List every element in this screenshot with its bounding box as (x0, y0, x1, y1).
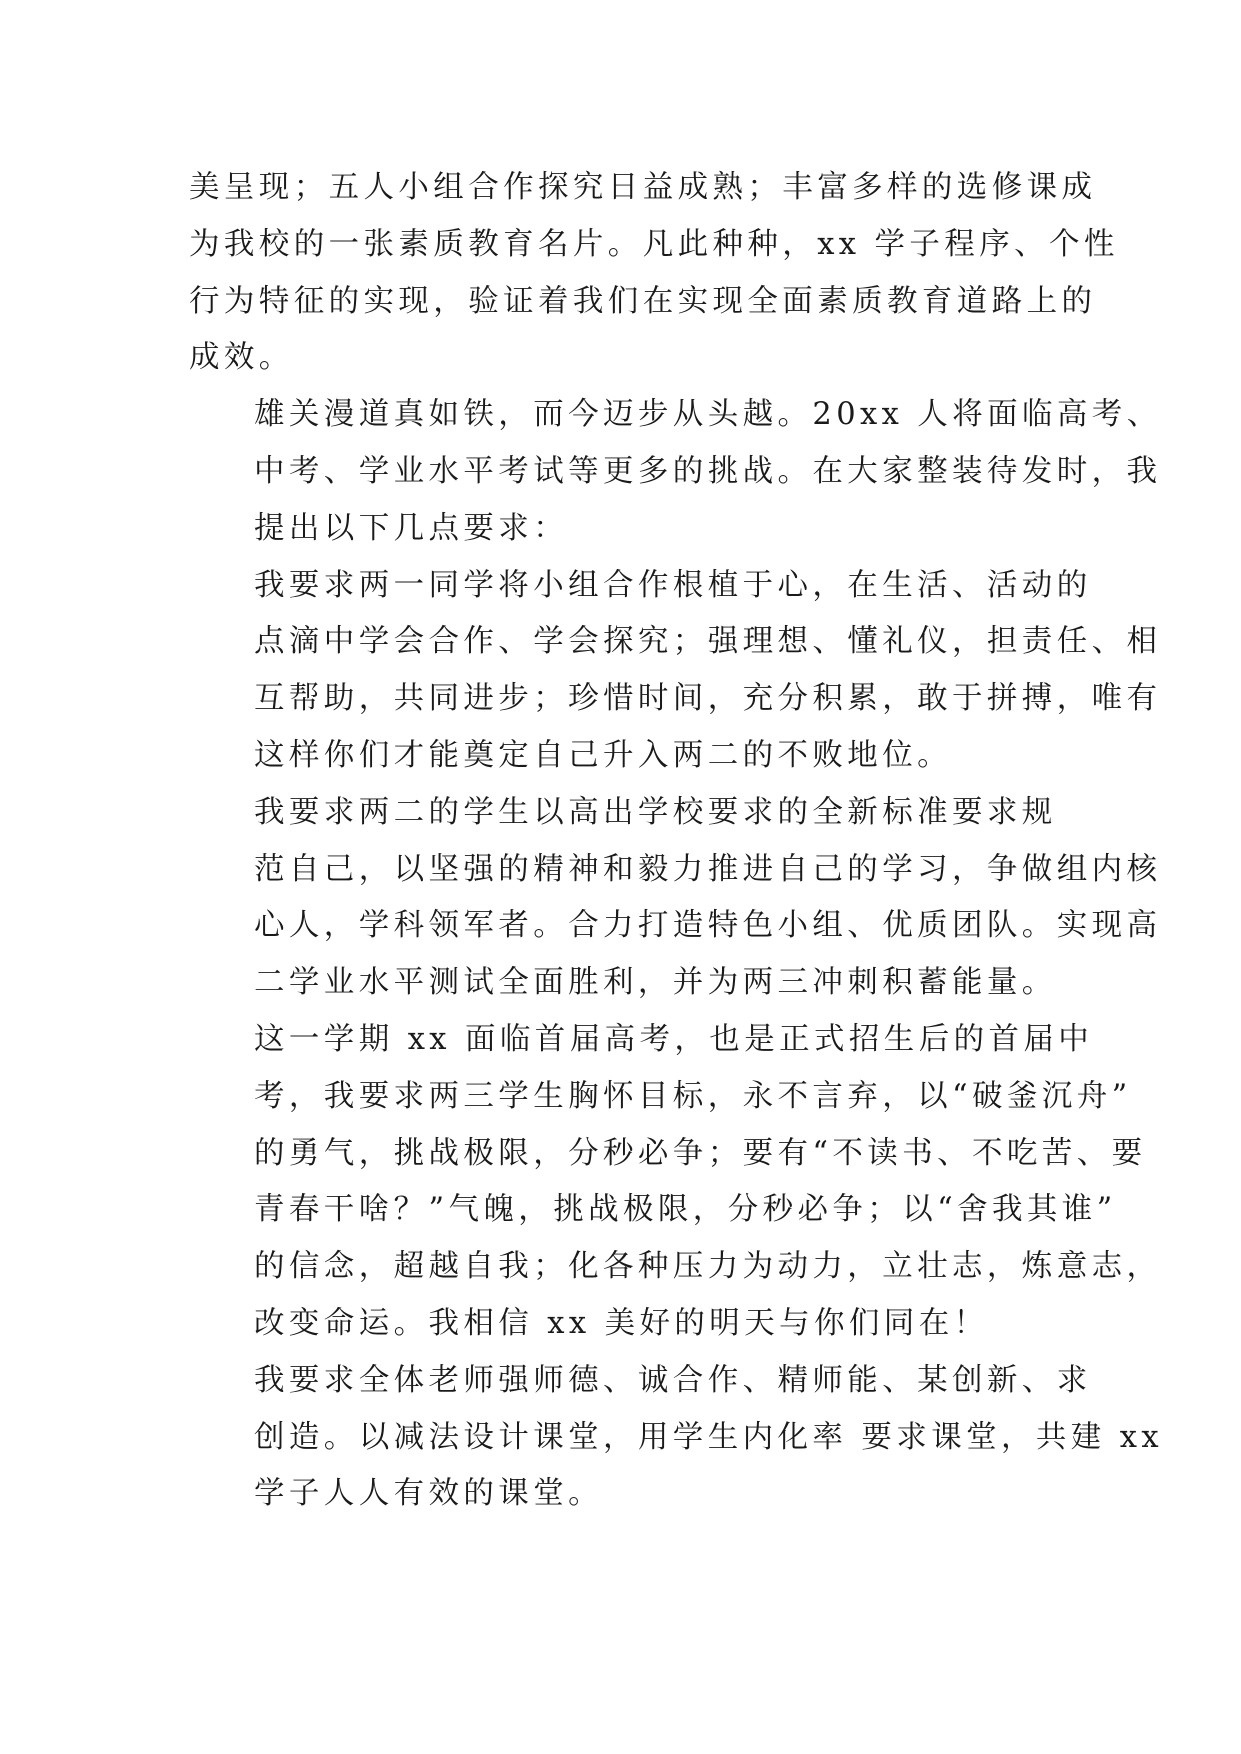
text-line: 提出以下几点要求： (254, 510, 569, 546)
paragraph (189, 160, 1119, 387)
paragraph (189, 387, 1162, 557)
text-line: 中考、学业水平考试等更多的挑战。在大家整装待发时，我 (254, 453, 1162, 489)
text-line: 范自己，以坚强的精神和毅力推进自己的学习，争做组内核 (254, 851, 1162, 887)
text-line: 雄关漫道真如铁，而今迈步从头越。20xx 人将面临高考、 (254, 397, 1162, 433)
paragraph (189, 1353, 1163, 1523)
text-line: 这一学期 xx 面临首届高考，也是正式招生后的首届中 (254, 1021, 1094, 1057)
paragraph (189, 1012, 1162, 1353)
text-line: 二学业水平测试全面胜利，并为两三冲刺积蓄能量。 (254, 965, 1057, 1001)
document-body (189, 160, 1163, 1523)
text-line: 学子人人有效的课堂。 (254, 1476, 603, 1512)
text-line: 这样你们才能奠定自己升入两二的不败地位。 (254, 737, 952, 773)
text-line: 改变命运。我相信 xx 美好的明天与你们同在！ (254, 1305, 989, 1341)
text-line: 的勇气，挑战极限，分秒必争；要有“不读书、不吃苦、要 (254, 1135, 1147, 1171)
text-line: 我要求全体老师强师德、诚合作、精师能、某创新、求 (254, 1362, 1092, 1398)
text-line: 青春干啥？”气魄，挑战极限，分秒必争；以“舍我其谁” (254, 1192, 1117, 1228)
text-line: 成效。 (189, 340, 294, 376)
text-line: 我要求两一同学将小组合作根植于心，在生活、活动的 (254, 567, 1092, 603)
text-line: 心人，学科领军者。合力打造特色小组、优质团队。实现高 (254, 908, 1162, 944)
paragraph (189, 785, 1162, 1012)
text-line: 点滴中学会合作、学会探究；强理想、懂礼仪，担责任、相 (254, 624, 1162, 660)
text-line: 美呈现；五人小组合作探究日益成熟；丰富多样的选修课成 (189, 170, 1097, 205)
text-line: 创造。以减法设计课堂，用学生内化率 要求课堂，共建 xx (254, 1419, 1163, 1455)
text-line: 互帮助，共同进步；珍惜时间，充分积累，敢于拼搏，唯有 (254, 681, 1162, 717)
text-line: 为我校的一张素质教育名片。凡此种种，xx 学子程序、个性 (189, 226, 1119, 262)
text-line: 我要求两二的学生以高出学校要求的全新标准要求规 (254, 794, 1057, 830)
paragraph (189, 558, 1162, 785)
text-line: 行为特征的实现，验证着我们在实现全面素质教育道路上的 (189, 283, 1097, 319)
text-line: 考，我要求两三学生胸怀目标，永不言弃，以“破釜沉舟” (254, 1078, 1132, 1114)
text-line: 的信念，超越自我；化各种压力为动力，立壮志，炼意志， (254, 1249, 1162, 1285)
